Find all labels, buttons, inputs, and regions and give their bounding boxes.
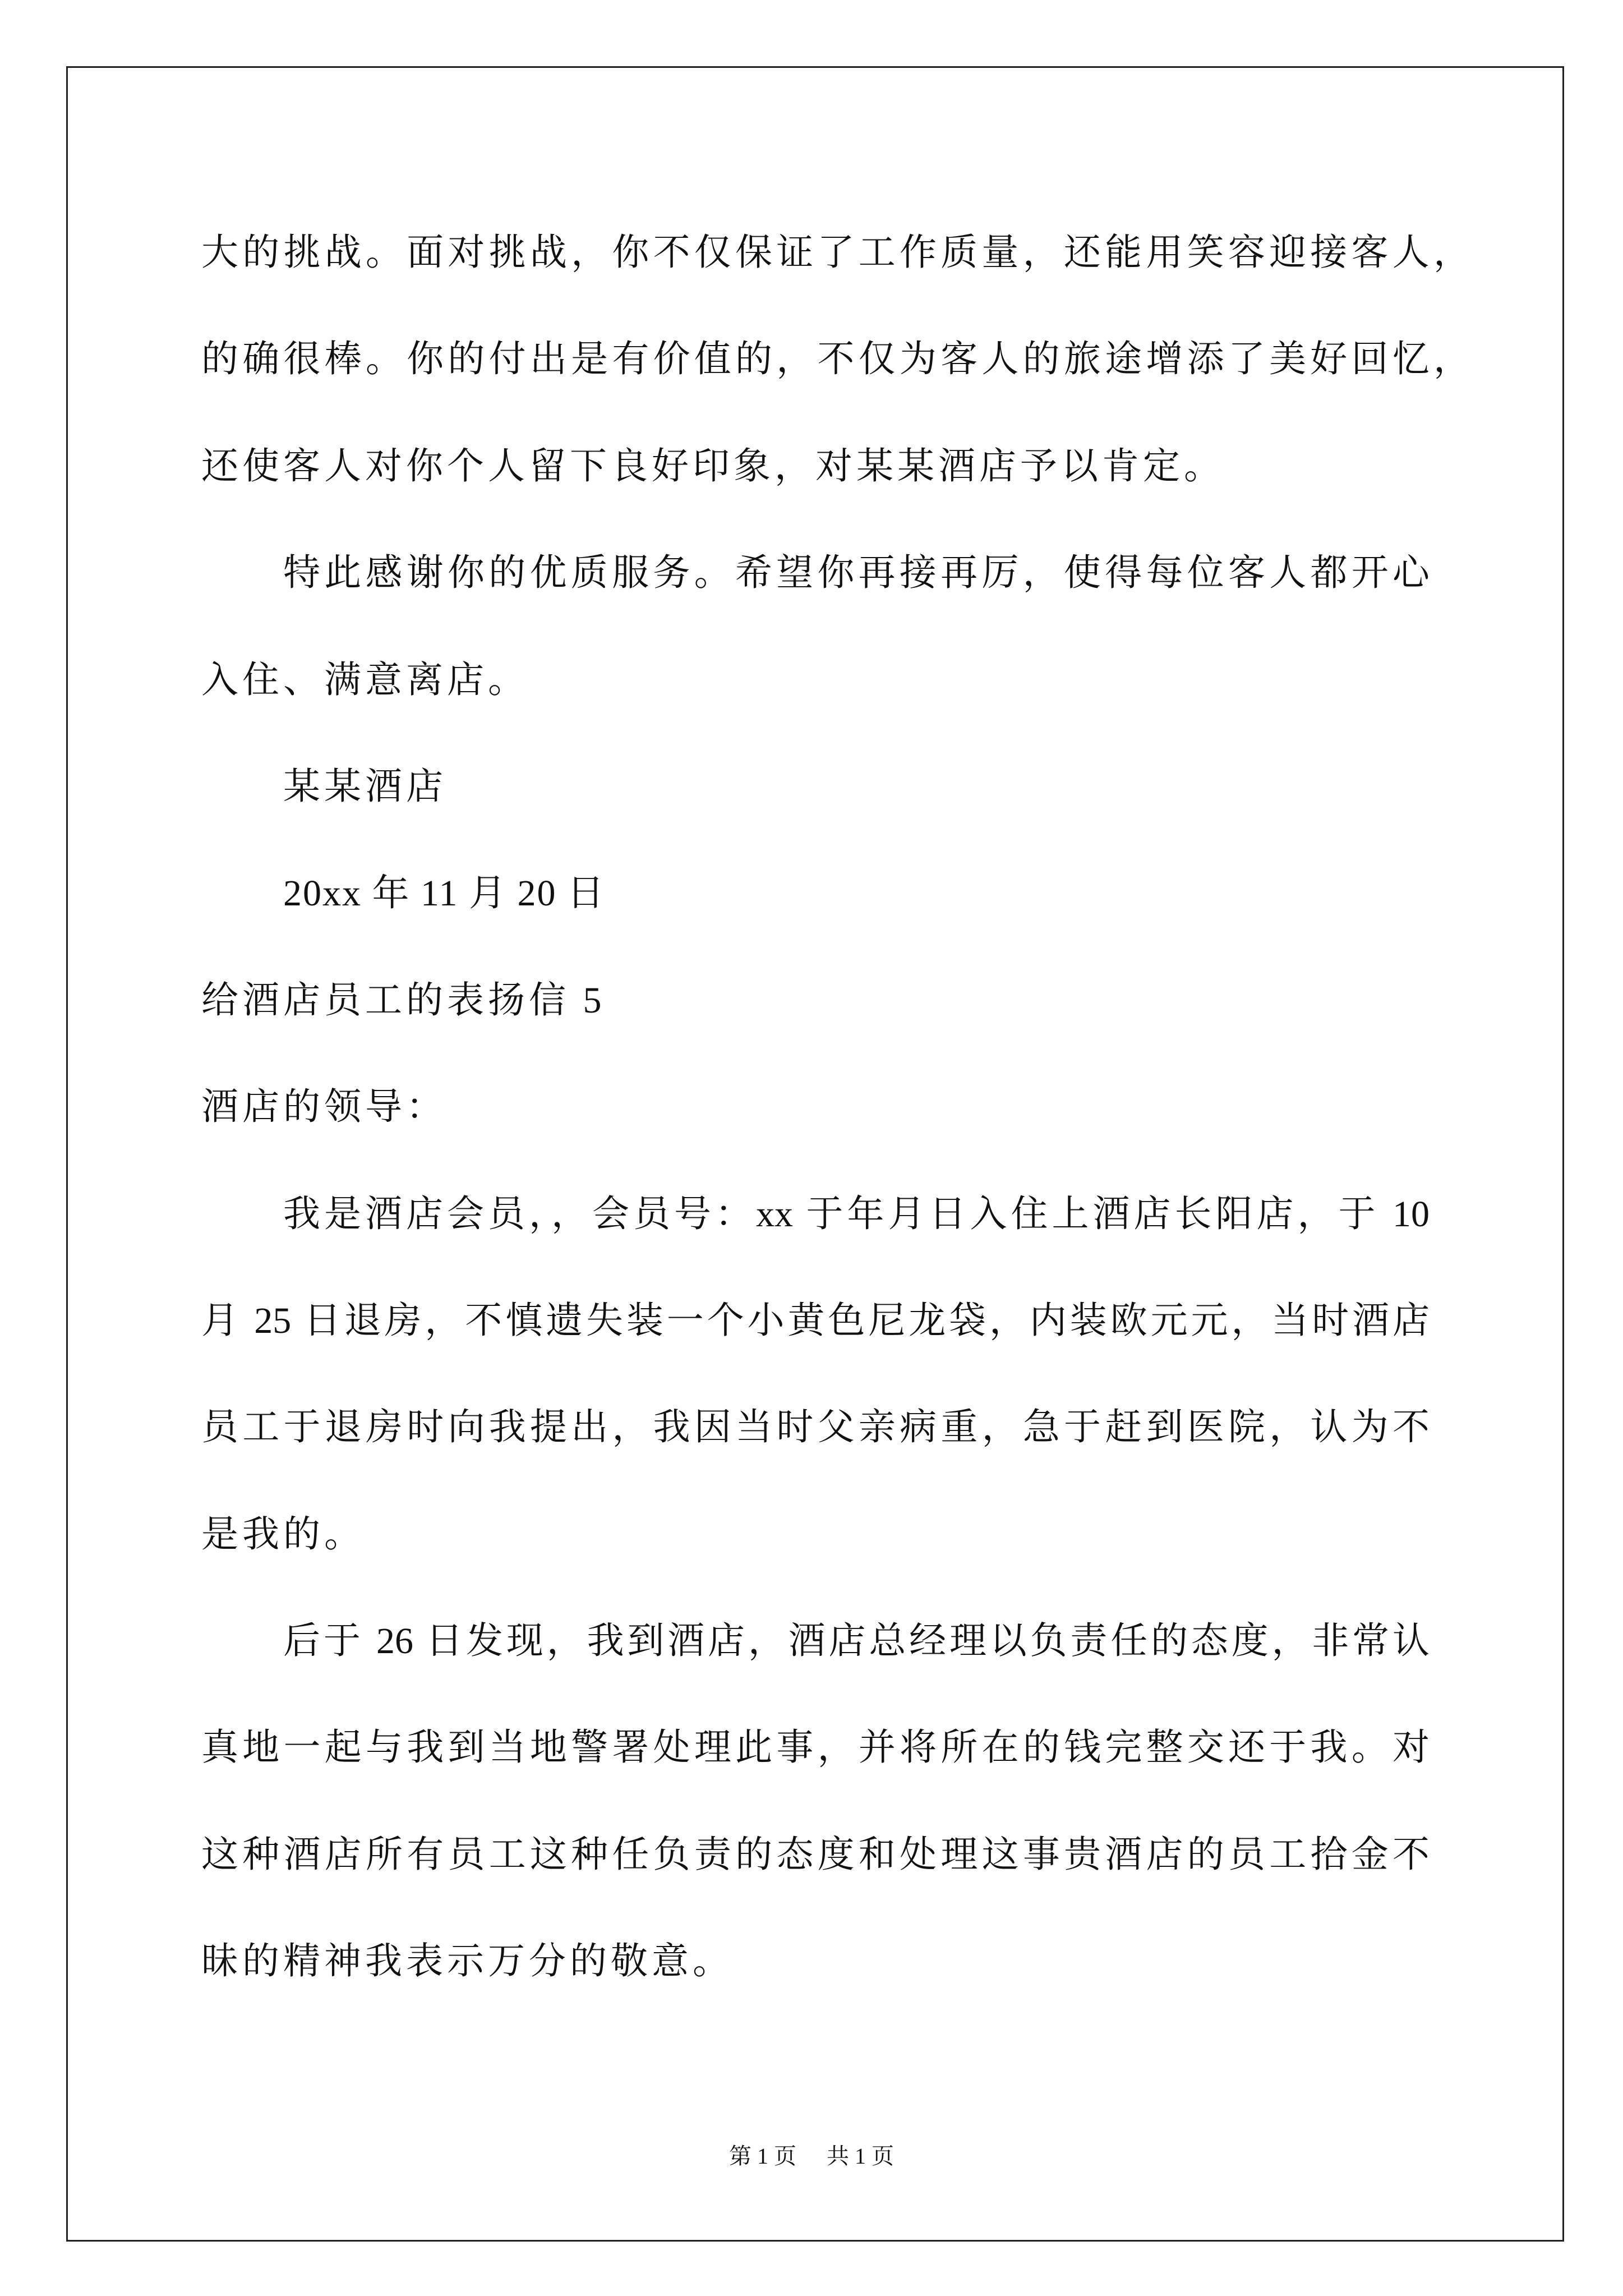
page-number: 第 1 页 xyxy=(729,2143,796,2169)
letter-body-line: 特此感谢你的优质服务。希望你再接再厉，使得每位客人都开心 xyxy=(283,553,1430,594)
page-total: 共 1 页 xyxy=(827,2143,894,2169)
letter-body-line: 真地一起与我到当地警署处理此事，并将所在的钱完整交还于我。对 xyxy=(201,1727,1430,1769)
salutation: 酒店的领导： xyxy=(201,1087,447,1128)
letter-title: 给酒店员工的表扬信 5 xyxy=(201,979,606,1021)
letter-body-line: 员工于退房时向我提出，我因当时父亲病重，急于赶到医院，认为不 xyxy=(201,1407,1430,1448)
letter-body-line: 我是酒店会员，，会员号：xx 于年月日入住上酒店长阳店，于 10 xyxy=(283,1193,1430,1235)
signature-date: 20xx 年 11 月 20 日 xyxy=(283,873,606,914)
letter-body-line: 是我的。 xyxy=(201,1513,365,1555)
signature-name: 某某酒店 xyxy=(283,766,447,807)
letter-body-line: 大的挑战。面对挑战，你不仅保证了工作质量，还能用笑容迎接客人， xyxy=(201,232,1470,273)
letter-body-line: 还使客人对你个人留下良好印象，对某某酒店予以肯定。 xyxy=(201,445,1225,487)
document-body xyxy=(201,200,1491,2016)
page-footer xyxy=(0,2139,1623,2173)
letter-body-line: 的确很棒。你的付出是有价值的，不仅为客人的旅途增添了美好回忆， xyxy=(201,339,1470,380)
letter-body-line: 后于 26 日发现，我到酒店，酒店总经理以负责任的态度，非常认 xyxy=(283,1621,1430,1662)
letter-body-line: 月 25 日退房，不慎遗失装一个小黄色尼龙袋，内装欧元元，当时酒店 xyxy=(201,1300,1430,1341)
letter-body-line: 这种酒店所有员工这种任负责的态度和处理这事贵酒店的员工拾金不 xyxy=(201,1834,1430,1875)
letter-body-line: 昧的精神我表示万分的敬意。 xyxy=(201,1941,734,1982)
letter-body-line: 入住、满意离店。 xyxy=(201,659,529,701)
